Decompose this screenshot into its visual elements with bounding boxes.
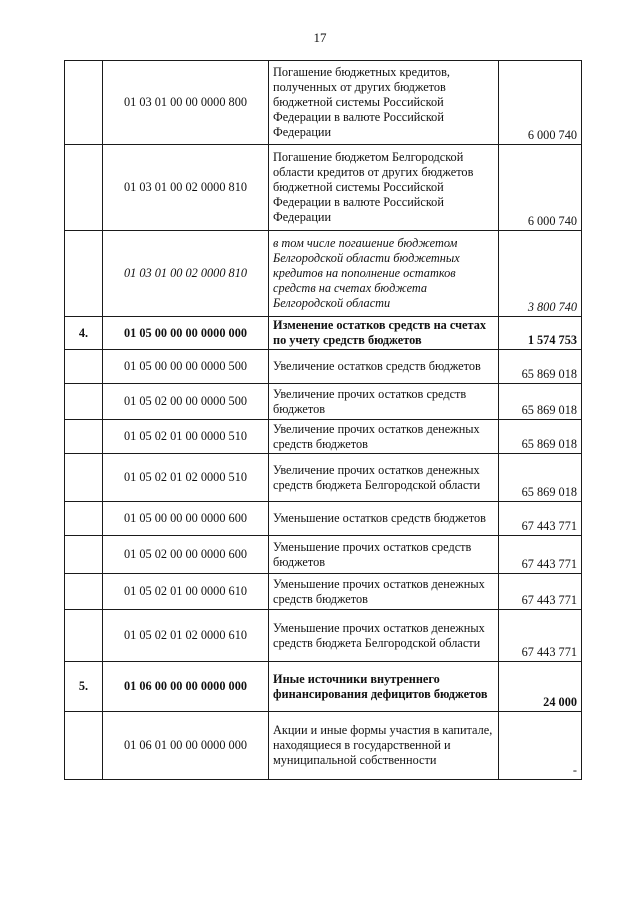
source-name: Уменьшение прочих остатков денежных средств бюджетов [269, 574, 499, 610]
source-name: Уменьшение прочих остатков средств бюджетов [269, 536, 499, 574]
amount: 67 443 771 [499, 610, 582, 662]
row-number: 4. [65, 317, 103, 350]
row-number: 5. [65, 662, 103, 712]
table-row [65, 610, 582, 662]
budget-code: 01 05 00 00 00 0000 600 [103, 502, 269, 536]
source-name: Акции и иные формы участия в капитале, находящиеся в государственной и муниципальной собственности [269, 712, 499, 780]
budget-code: 01 03 01 00 00 0000 800 [103, 61, 269, 145]
row-number [65, 145, 103, 231]
source-name: Увеличение прочих остатков средств бюджетов [269, 384, 499, 420]
row-number [65, 574, 103, 610]
table-row [65, 454, 582, 502]
source-name: Увеличение прочих остатков денежных средств бюджета Белгородской области [269, 454, 499, 502]
amount: 65 869 018 [499, 420, 582, 454]
table-row [65, 662, 582, 712]
budget-code: 01 05 02 01 00 0000 510 [103, 420, 269, 454]
page-number: 17 [313, 30, 327, 45]
amount: 67 443 771 [499, 536, 582, 574]
amount: 65 869 018 [499, 454, 582, 502]
budget-code: 01 05 02 01 02 0000 510 [103, 454, 269, 502]
row-number [65, 420, 103, 454]
row-number [65, 536, 103, 574]
budget-code: 01 05 02 00 00 0000 600 [103, 536, 269, 574]
row-number [65, 384, 103, 420]
table-row [65, 350, 582, 384]
table-row [65, 574, 582, 610]
source-name: Изменение остатков средств на счетах по учету средств бюджетов [269, 317, 499, 350]
budget-code: 01 05 02 01 02 0000 610 [103, 610, 269, 662]
row-number [65, 231, 103, 317]
amount: 3 800 740 [499, 231, 582, 317]
row-number [65, 454, 103, 502]
row-number [65, 350, 103, 384]
budget-code: 01 05 00 00 00 0000 500 [103, 350, 269, 384]
table-row [65, 712, 582, 780]
table-row [65, 384, 582, 420]
amount: 67 443 771 [499, 574, 582, 610]
row-number [65, 502, 103, 536]
budget-code: 01 03 01 00 02 0000 810 [103, 231, 269, 317]
source-name: Иные источники внутреннего финансирования дефицитов бюджетов [269, 662, 499, 712]
source-name: в том числе погашение бюджетом Белгородской области бюджетных кредитов на пополнение остатков средств на счетах бюджета Белгородской области [269, 231, 499, 317]
row-number [65, 61, 103, 145]
amount: 6 000 740 [499, 61, 582, 145]
table-row [65, 502, 582, 536]
amount: 67 443 771 [499, 502, 582, 536]
budget-code: 01 06 00 00 00 0000 000 [103, 662, 269, 712]
table-row [65, 420, 582, 454]
source-name: Уменьшение прочих остатков денежных средств бюджета Белгородской области [269, 610, 499, 662]
amount: 1 574 753 [499, 317, 582, 350]
budget-code: 01 05 00 00 00 0000 000 [103, 317, 269, 350]
budget-sources-table [64, 60, 582, 780]
source-name: Увеличение остатков средств бюджетов [269, 350, 499, 384]
table-body [65, 61, 582, 780]
amount: 24 000 [499, 662, 582, 712]
table-row [65, 536, 582, 574]
budget-code: 01 05 02 00 00 0000 500 [103, 384, 269, 420]
amount: - [499, 712, 582, 780]
budget-code: 01 05 02 01 00 0000 610 [103, 574, 269, 610]
source-name: Погашение бюджетных кредитов, полученных от других бюджетов бюджетной системы Российской Федерации в валюте Российской Федерации [269, 61, 499, 145]
budget-code: 01 03 01 00 02 0000 810 [103, 145, 269, 231]
row-number [65, 712, 103, 780]
table-row [65, 317, 582, 350]
table-row [65, 231, 582, 317]
source-name: Уменьшение остатков средств бюджетов [269, 502, 499, 536]
table-row [65, 145, 582, 231]
budget-code: 01 06 01 00 00 0000 000 [103, 712, 269, 780]
source-name: Увеличение прочих остатков денежных средств бюджетов [269, 420, 499, 454]
amount: 6 000 740 [499, 145, 582, 231]
row-number [65, 610, 103, 662]
table-row [65, 61, 582, 145]
amount: 65 869 018 [499, 384, 582, 420]
source-name: Погашение бюджетом Белгородской области кредитов от других бюджетов бюджетной системы Российской Федерации в валюте Российской Федерации [269, 145, 499, 231]
amount: 65 869 018 [499, 350, 582, 384]
